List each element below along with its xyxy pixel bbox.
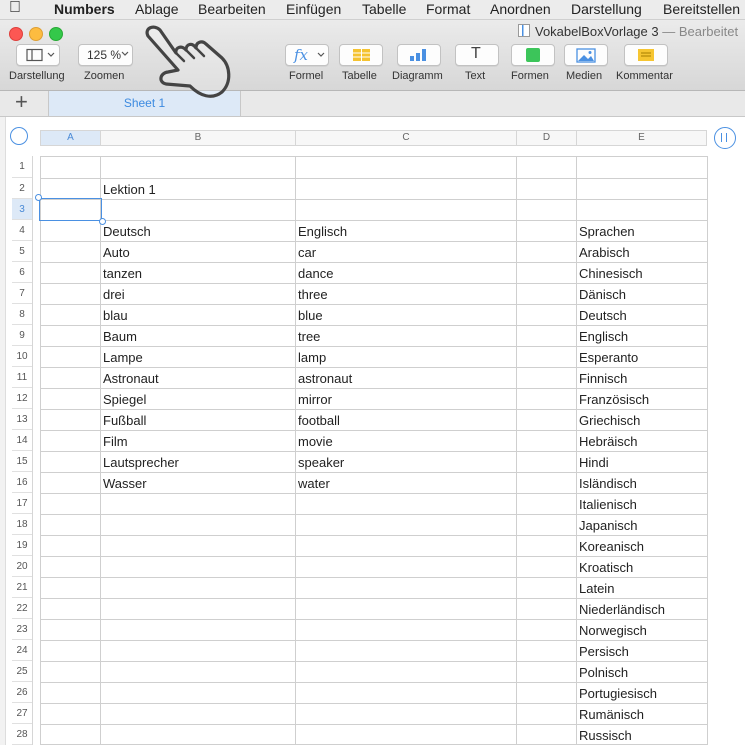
cell-e16[interactable]: Isländisch (579, 476, 637, 491)
cell-b17[interactable] (103, 493, 293, 514)
chevron-down-icon (121, 51, 129, 57)
row-header[interactable]: 21 (12, 577, 32, 598)
row-header[interactable]: 9 (12, 325, 32, 346)
cell-c8[interactable]: blue (298, 308, 323, 323)
row-header[interactable]: 4 (12, 220, 32, 241)
document-status: — Bearbeitet (662, 24, 739, 39)
row-header[interactable]: 1 (12, 156, 32, 178)
chart-icon (398, 45, 440, 65)
cell-c10[interactable]: lamp (298, 350, 327, 365)
cell-e22[interactable]: Niederländisch (579, 602, 665, 617)
menu-bar (0, 0, 745, 20)
cell-e24[interactable]: Persisch (579, 644, 629, 659)
cell-c19[interactable] (298, 535, 514, 556)
cell-e6[interactable]: Chinesisch (579, 266, 643, 281)
add-sheet-button[interactable]: + (15, 89, 28, 114)
row-header[interactable]: 23 (12, 619, 32, 640)
cell-c23[interactable] (298, 619, 514, 640)
cell-b22[interactable] (103, 598, 293, 619)
sheet-canvas (0, 117, 745, 745)
cell-c4[interactable]: Englisch (298, 224, 348, 239)
cell-b9[interactable]: Baum (103, 329, 137, 344)
menu-darstellung[interactable]: Darstellung (571, 1, 642, 17)
cell-e20[interactable]: Kroatisch (579, 560, 634, 575)
row-header[interactable]: 6 (12, 262, 32, 283)
selected-cell-outline[interactable] (39, 198, 102, 221)
document-icon (518, 24, 530, 37)
cell-b6[interactable]: tanzen (103, 266, 143, 281)
window-titlebar (0, 20, 745, 91)
column-header-c[interactable]: C (295, 130, 517, 146)
close-window-button[interactable] (9, 27, 23, 41)
shapes-button[interactable] (511, 44, 555, 66)
row-header[interactable]: 3 (12, 199, 32, 220)
cell-c27[interactable] (298, 703, 514, 724)
comment-icon (625, 45, 667, 65)
cell-b26[interactable] (103, 682, 293, 703)
zoom-label: Zoomen (84, 70, 125, 82)
cell-e12[interactable]: Französisch (579, 392, 650, 407)
row-header[interactable]: 19 (12, 535, 32, 556)
cell-c2[interactable] (298, 178, 514, 199)
menu-einfuegen[interactable]: Einfügen (286, 1, 342, 17)
sidebar-view-icon (17, 45, 59, 65)
shapes-icon (512, 45, 554, 65)
cell-c1[interactable] (298, 156, 514, 178)
cell-b13[interactable]: Fußball (103, 413, 147, 428)
menu-anordnen[interactable]: Anordnen (490, 1, 551, 17)
row-header[interactable]: 5 (12, 241, 32, 262)
selection-handle-bottom-right[interactable] (99, 218, 106, 225)
cell-b2[interactable]: Lektion 1 (103, 182, 156, 197)
row-header[interactable]: 26 (12, 682, 32, 703)
cell-e18[interactable]: Japanisch (579, 518, 638, 533)
cell-e3[interactable] (579, 199, 705, 220)
menu-app-name[interactable]: Numbers (54, 1, 115, 17)
comment-button[interactable] (624, 44, 668, 66)
menu-tabelle[interactable]: Tabelle (362, 1, 407, 17)
view-button[interactable] (16, 44, 60, 66)
cell-c16[interactable]: water (298, 476, 330, 491)
cell-e21[interactable]: Latein (579, 581, 615, 596)
cell-b8[interactable]: blau (103, 308, 128, 323)
tab-sheet-1[interactable]: Sheet 1 (48, 91, 241, 116)
cell-e15[interactable]: Hindi (579, 455, 609, 470)
cell-b5[interactable]: Auto (103, 245, 130, 260)
chart-button[interactable] (397, 44, 441, 66)
cell-b18[interactable] (103, 514, 293, 535)
comment-label: Kommentar (616, 70, 673, 82)
cell-b24[interactable] (103, 640, 293, 661)
cell-c24[interactable] (298, 640, 514, 661)
cell-c21[interactable] (298, 577, 514, 598)
image-icon (565, 45, 607, 65)
text-icon: T (471, 45, 481, 62)
cell-e23[interactable]: Norwegisch (579, 623, 647, 638)
view-label: Darstellung (9, 70, 65, 82)
cell-e11[interactable]: Finnisch (579, 371, 628, 386)
cell-c28[interactable] (298, 724, 514, 745)
cell-e5[interactable]: Arabisch (579, 245, 630, 260)
cell-b19[interactable] (103, 535, 293, 556)
function-icon: fx (294, 46, 309, 64)
cell-b3[interactable] (103, 199, 293, 220)
cell-b25[interactable] (103, 661, 293, 682)
cell-c15[interactable]: speaker (298, 455, 345, 470)
chart-label: Diagramm (392, 70, 443, 82)
formula-label: Formel (289, 70, 324, 82)
row-header[interactable]: 7 (12, 283, 32, 304)
cell-e14[interactable]: Hebräisch (579, 434, 638, 449)
cell-e17[interactable]: Italienisch (579, 497, 637, 512)
cell-c18[interactable] (298, 514, 514, 535)
table-label: Tabelle (342, 70, 377, 82)
cell-b12[interactable]: Spiegel (103, 392, 147, 407)
cell-c17[interactable] (298, 493, 514, 514)
cell-e7[interactable]: Dänisch (579, 287, 626, 302)
media-button[interactable] (564, 44, 608, 66)
cell-c7[interactable]: three (298, 287, 328, 302)
cell-b20[interactable] (103, 556, 293, 577)
cell-e26[interactable]: Portugiesisch (579, 686, 658, 701)
row-header[interactable]: 18 (12, 514, 32, 535)
row-header[interactable]: 2 (12, 178, 32, 199)
menu-format[interactable]: Format (426, 1, 471, 17)
cell-b21[interactable] (103, 577, 293, 598)
cell-c11[interactable]: astronaut (298, 371, 353, 386)
cell-c6[interactable]: dance (298, 266, 334, 281)
formula-button[interactable] (285, 44, 329, 66)
cell-e25[interactable]: Polnisch (579, 665, 629, 680)
cell-c5[interactable]: car (298, 245, 317, 260)
row-header[interactable]: 13 (12, 409, 32, 430)
row-header[interactable]: 22 (12, 598, 32, 619)
row-header[interactable]: 20 (12, 556, 32, 577)
row-header[interactable]: 12 (12, 388, 32, 409)
column-header-d[interactable]: D (516, 130, 577, 146)
cell-b14[interactable]: Film (103, 434, 128, 449)
cell-c25[interactable] (298, 661, 514, 682)
cell-c12[interactable]: mirror (298, 392, 332, 407)
shapes-label: Formen (511, 70, 549, 82)
cell-b10[interactable]: Lampe (103, 350, 143, 365)
menu-ablage[interactable]: Ablage (135, 1, 179, 17)
row-header[interactable]: 14 (12, 430, 32, 451)
column-header-e[interactable]: E (576, 130, 707, 146)
cell-b7[interactable]: drei (103, 287, 125, 302)
row-header[interactable]: 27 (12, 703, 32, 724)
cell-e10[interactable]: Esperanto (579, 350, 639, 365)
menu-bereitstellen[interactable]: Bereitstellen (663, 1, 741, 17)
cell-c20[interactable] (298, 556, 514, 577)
cell-e19[interactable]: Koreanisch (579, 539, 645, 554)
cell-b16[interactable]: Wasser (103, 476, 147, 491)
row-header[interactable]: 8 (12, 304, 32, 325)
cell-e4[interactable]: Sprachen (579, 224, 635, 239)
cell-c13[interactable]: football (298, 413, 340, 428)
row-header[interactable]: 10 (12, 346, 32, 367)
zoom-select[interactable] (78, 44, 133, 66)
row-header[interactable]: 24 (12, 640, 32, 661)
cell-c3[interactable] (298, 199, 514, 220)
cell-b4[interactable]: Deutsch (103, 224, 151, 239)
chevron-down-icon (317, 52, 325, 58)
zoom-value: 125 % (87, 48, 122, 62)
cell-b15[interactable]: Lautsprecher (103, 455, 179, 470)
pointing-hand-icon (138, 18, 238, 118)
cell-b28[interactable] (103, 724, 293, 745)
media-label: Medien (566, 70, 603, 82)
cell-e13[interactable]: Griechisch (579, 413, 641, 428)
cell-b11[interactable]: Astronaut (103, 371, 159, 386)
apple-icon[interactable] (9, 0, 21, 17)
table-button[interactable] (339, 44, 383, 66)
cell-b27[interactable] (103, 703, 293, 724)
row-header[interactable]: 16 (12, 472, 32, 493)
cell-e1[interactable] (579, 156, 705, 178)
cell-b1[interactable] (103, 156, 293, 178)
cell-c26[interactable] (298, 682, 514, 703)
cell-e2[interactable] (579, 178, 705, 199)
cell-e28[interactable]: Russisch (579, 728, 632, 743)
menu-bearbeiten[interactable]: Bearbeiten (198, 1, 266, 17)
column-header-b[interactable]: B (100, 130, 296, 146)
row-header[interactable]: 28 (12, 724, 32, 745)
sheet-tab-bar (0, 91, 745, 117)
document-title (518, 24, 738, 39)
row-header[interactable]: 11 (12, 367, 32, 388)
cell-e9[interactable]: Englisch (579, 329, 629, 344)
cell-c14[interactable]: movie (298, 434, 333, 449)
cell-e8[interactable]: Deutsch (579, 308, 627, 323)
minimize-window-button[interactable] (29, 27, 43, 41)
row-header[interactable]: 17 (12, 493, 32, 514)
cell-c22[interactable] (298, 598, 514, 619)
zoom-window-button[interactable] (49, 27, 63, 41)
selection-handle-top-left[interactable] (35, 194, 42, 201)
column-header-a[interactable]: A (40, 130, 101, 146)
row-header[interactable]: 15 (12, 451, 32, 472)
row-header[interactable]: 25 (12, 661, 32, 682)
cell-e27[interactable]: Rumänisch (579, 707, 645, 722)
table-icon (340, 45, 382, 65)
cell-c9[interactable]: tree (298, 329, 321, 344)
text-button[interactable] (455, 44, 499, 66)
text-label: Text (465, 70, 486, 82)
cell-b23[interactable] (103, 619, 293, 640)
document-name: VokabelBoxVorlage 3 (535, 24, 659, 39)
